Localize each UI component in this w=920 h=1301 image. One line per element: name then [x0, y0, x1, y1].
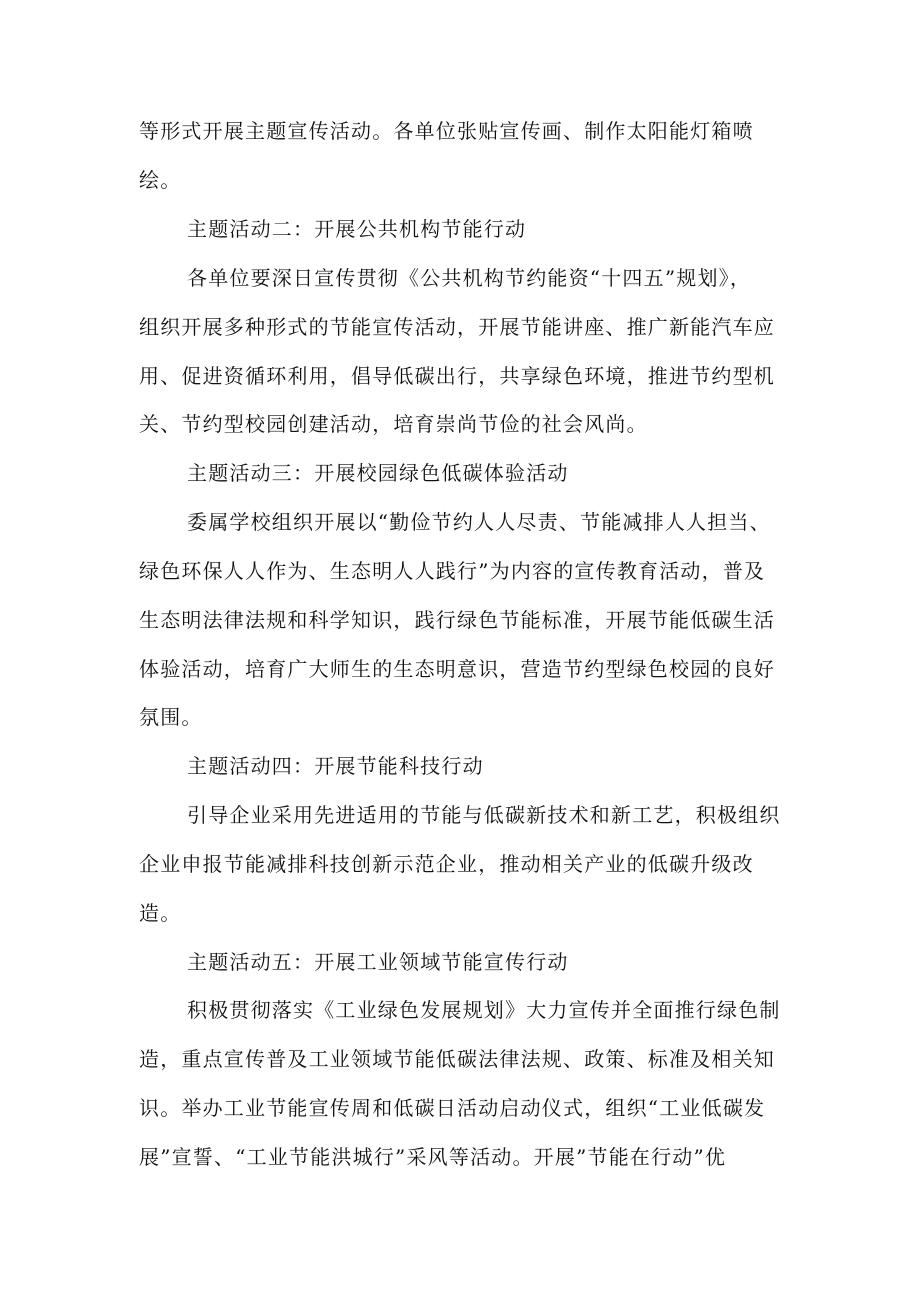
text-line: 展”宣誓、“工业节能洪城行”采风等活动。开展”节能在行动”优 [139, 1145, 727, 1169]
section-heading: 主题活动五：开展工业领域节能宣传行动 [187, 950, 569, 974]
section-heading: 主题活动四：开展节能科技行动 [187, 754, 484, 778]
text-line: 体验活动，培育广大师生的生态明意识，营造节约型绿色校园的良好 [139, 657, 775, 681]
text-line: 各单位要深日宣传贯彻《公共机构节约能资“十四五”规划》， [187, 266, 752, 290]
text-line: 绘。 [139, 168, 182, 192]
text-line: 等形式开展主题宣传活动。各单位张贴宣传画、制作太阳能灯箱喷 [139, 119, 754, 143]
text-line: 委属学校组织开展以“勤俭节约人人尽责、节能减排人人担当、 [187, 510, 771, 534]
section-heading: 主题活动二：开展公共机构节能行动 [187, 217, 527, 241]
section-heading: 主题活动三：开展校园绿色低碳体验活动 [187, 461, 569, 485]
text-line: 关、节约型校园创建活动，培育崇尚节俭的社会风尚。 [139, 412, 648, 436]
text-line: 企业申报节能减排科技创新示范企业，推动相关产业的低碳升级改 [139, 852, 754, 876]
text-line: 识。举办工业节能宣传周和低碳日活动启动仪式，组织“工业低碳发 [139, 1096, 766, 1120]
text-line: 积极贯彻落实《工业绿色发展规划》大力宣传并全面推行绿色制 [187, 998, 781, 1022]
text-line: 造，重点宣传普及工业领域节能低碳法律法规、政策、标准及相关知 [139, 1047, 775, 1071]
text-line: 生态明法律法规和科学知识，践行绿色节能标准，开展节能低碳生活 [139, 608, 775, 632]
text-line: 组织开展多种形式的节能宣传活动，开展节能讲座、推广新能汽车应 [139, 315, 775, 339]
text-line: 引导企业采用先进适用的节能与低碳新技术和新工艺，积极组织 [187, 803, 781, 827]
text-line: 用、促进资循环利用，倡导低碳出行，共享绿色环境，推进节约型机 [139, 364, 775, 388]
text-line: 造。 [139, 901, 182, 925]
text-line: 绿色环保人人作为、生态明人人践行”为内容的宣传教育活动，普及 [139, 559, 766, 583]
text-line: 氛围。 [139, 705, 203, 729]
